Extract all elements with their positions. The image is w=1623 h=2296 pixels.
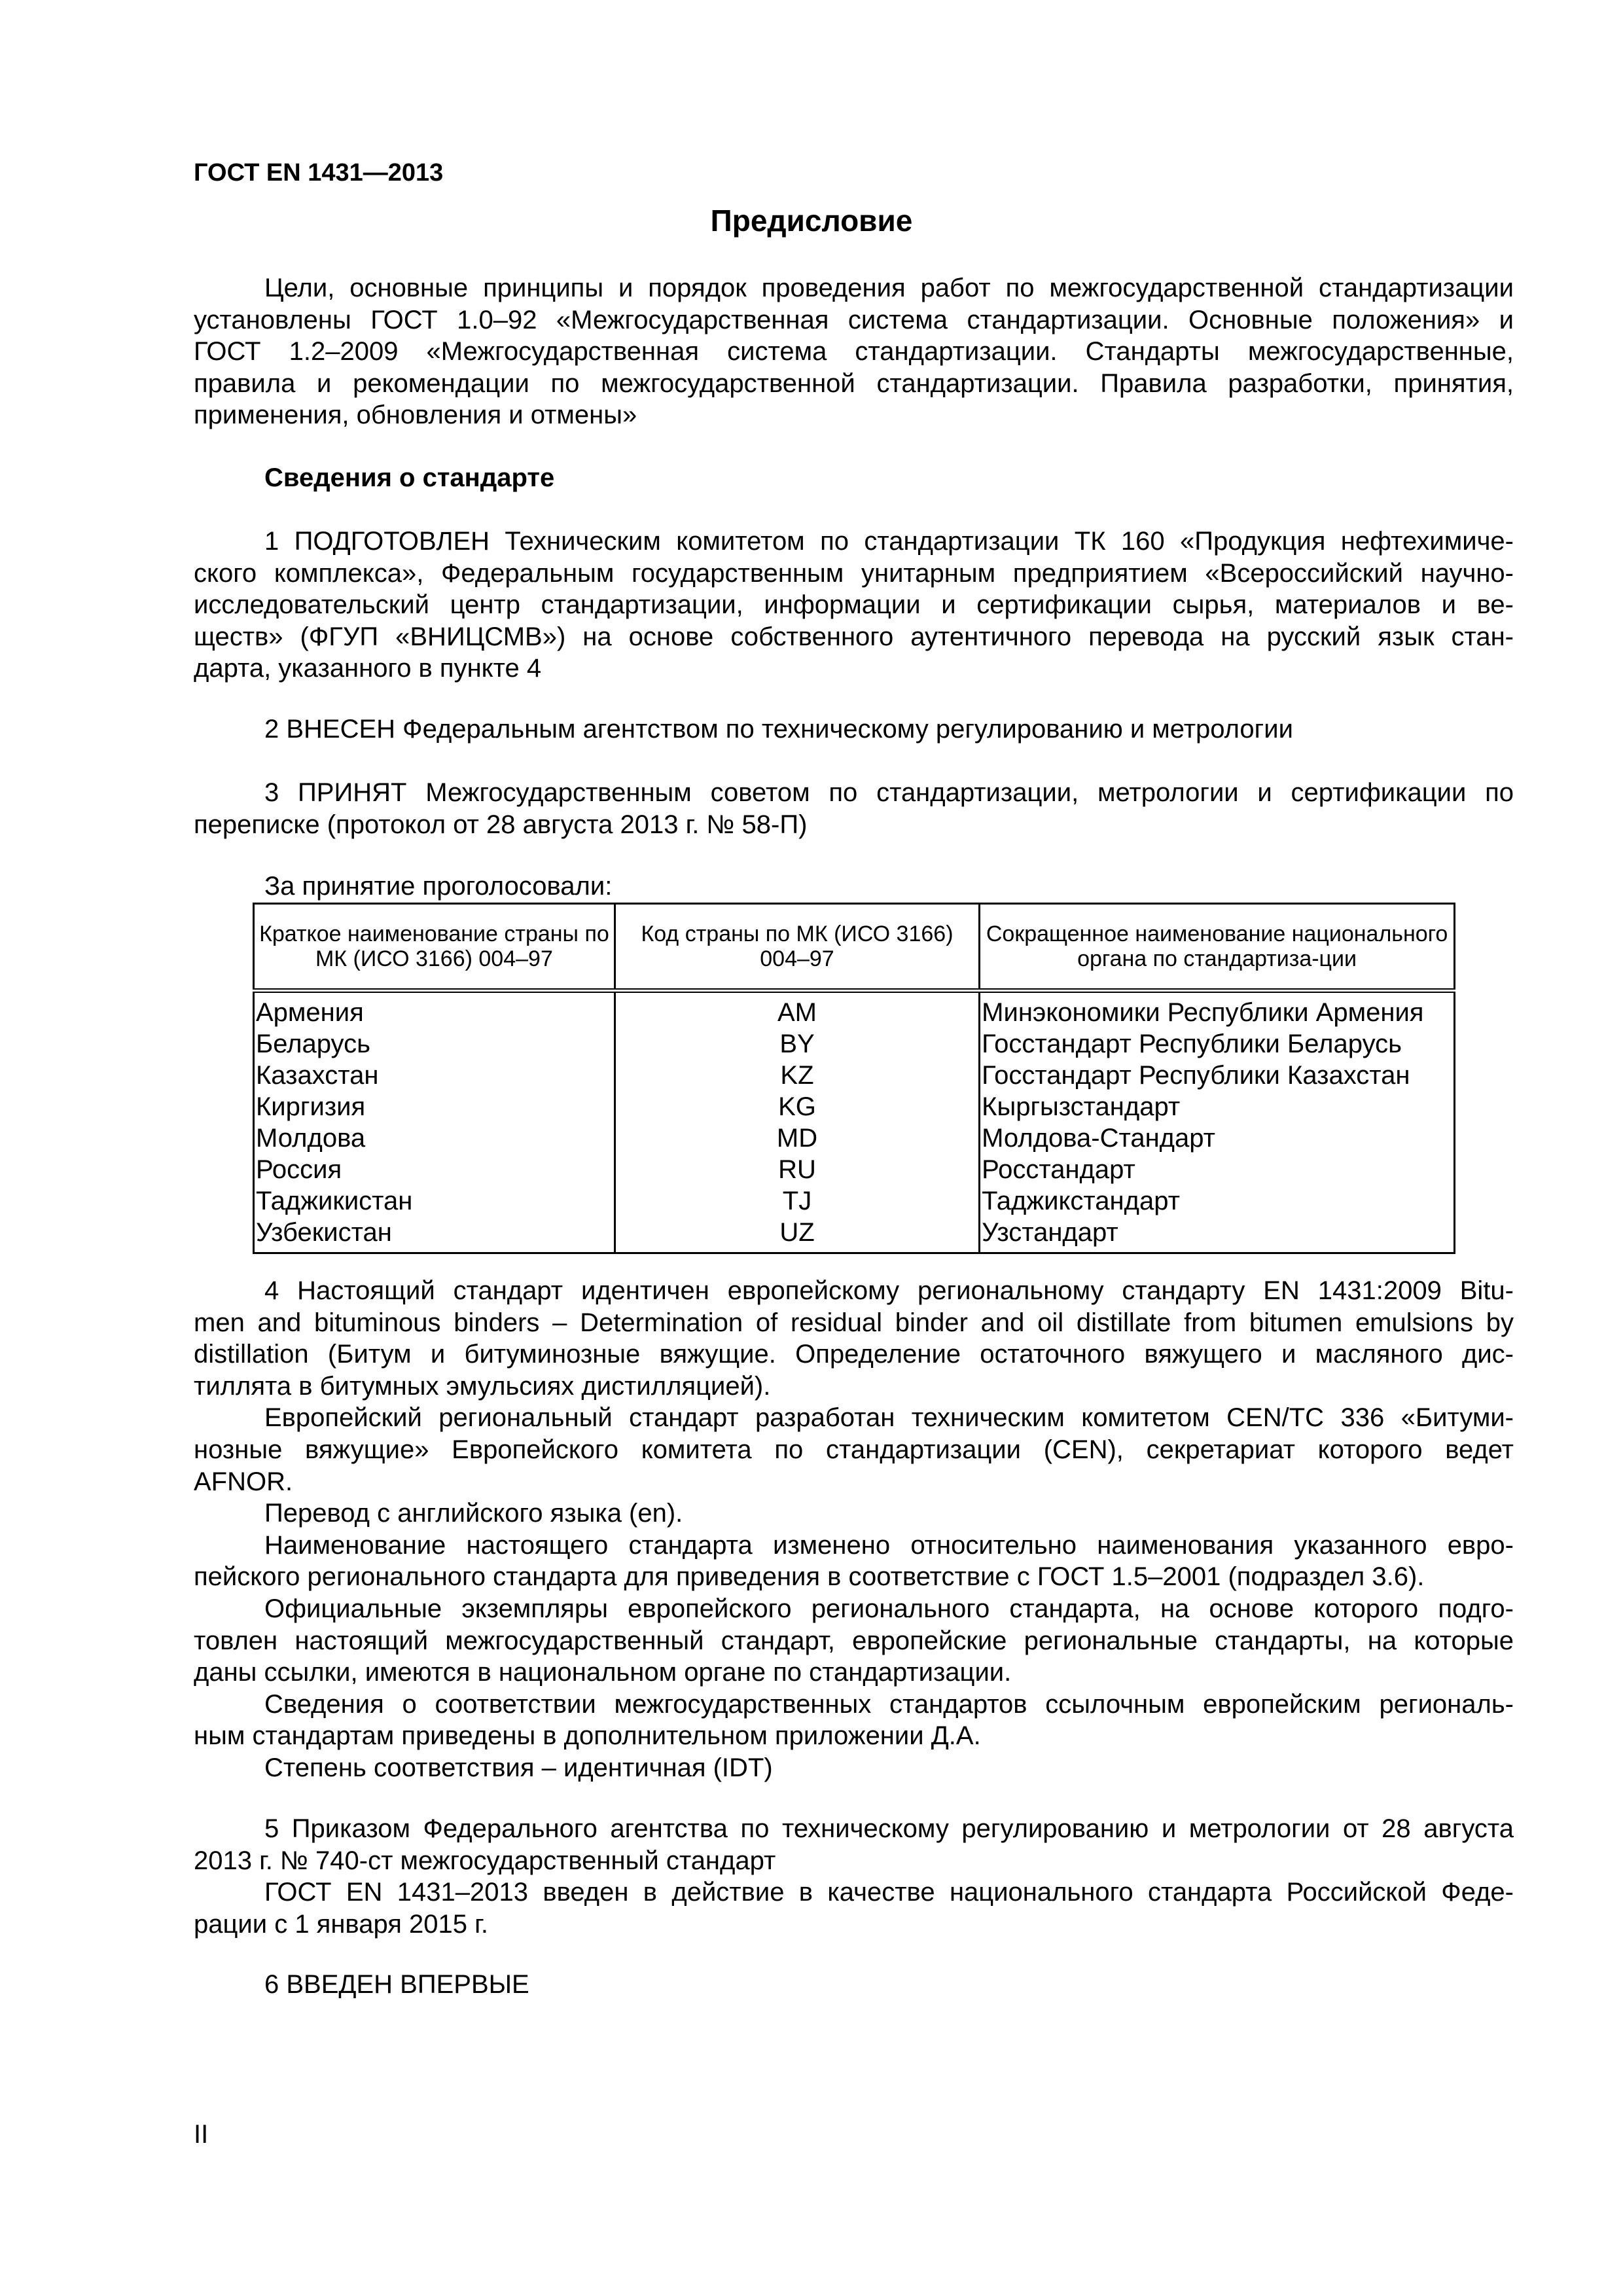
- cell-body: Минэкономики Республики Армения: [980, 991, 1455, 1029]
- item-3-adopted: [194, 777, 1514, 840]
- cell-country: Киргизия: [254, 1091, 615, 1122]
- text-line: нозные вяжущие» Европейского комитета по стандартизации (CEN), секретариат которого ведет: [194, 1435, 1514, 1464]
- section-heading-text: Сведения о стандарте: [264, 463, 555, 492]
- text-line: 4 Настоящий стандарт идентичен европейскому региональному стандарту EN 1431:2009 Bitu-: [264, 1276, 1514, 1305]
- text-line: ным стандартам приведены в дополнительном приложении Д.А.: [194, 1721, 981, 1751]
- cell-country: Таджикистан: [254, 1185, 615, 1217]
- text-line: 2013 г. № 740-ст межгосударственный стандарт: [194, 1846, 776, 1875]
- text-line: переписке (протокол от 28 августа 2013 г. № 58-П): [194, 810, 808, 839]
- table-row: [254, 1091, 1455, 1122]
- text-line: установлены ГОСТ 1.0–92 «Межгосударственная система стандартизации. Основные положения» и: [194, 305, 1514, 334]
- document-code-header: [194, 157, 1514, 189]
- cell-country: Беларусь: [254, 1028, 615, 1060]
- cell-body: Кыргызстандарт: [980, 1091, 1455, 1122]
- cell-code: BY: [615, 1028, 979, 1060]
- item-1-prepared: [194, 526, 1514, 685]
- text-line: ГОСТ EN 1431–2013 введен в действие в качестве национального стандарта Российской Феде-: [264, 1878, 1514, 1907]
- text-line: правила и рекомендации по межгосударственной стандартизации. Правила разработки, принятия,: [194, 368, 1514, 398]
- cell-country: Узбекистан: [254, 1217, 615, 1253]
- cell-body: Госстандарт Республики Казахстан: [980, 1060, 1455, 1091]
- item-2-submitted: [194, 713, 1514, 745]
- column-header-code: Код страны по МК (ИСО 3166) 004–97: [615, 904, 979, 991]
- text-line: ГОСТ 1.2–2009 «Межгосударственная система стандартизации. Стандарты межгосударственные,: [194, 337, 1514, 367]
- cell-body: Молдова-Стандарт: [980, 1122, 1455, 1154]
- text-line: AFNOR.: [194, 1467, 293, 1496]
- text-line: 1 ПОДГОТОВЛЕН Техническим комитетом по стандартизации ТК 160 «Продукция нефтехимиче-: [264, 527, 1514, 556]
- cell-body: Госстандарт Республики Беларусь: [980, 1028, 1455, 1060]
- intro-paragraph: [194, 272, 1514, 431]
- cell-country: Казахстан: [254, 1060, 615, 1091]
- text-line: даны ссылки, имеются в национальном органе по стандартизации.: [194, 1658, 1012, 1687]
- table-row: [254, 1154, 1455, 1185]
- text-line: ществ» (ФГУП «ВНИЦСМВ») на основе собственного аутентичного перевода на русский язык стан-: [194, 622, 1514, 651]
- vote-caption: [194, 870, 1514, 902]
- text-line: ского комплекса», Федеральным государственным унитарным предприятием «Всероссийский научно-: [194, 558, 1514, 588]
- vote-caption-text: За принятие проголосовали:: [264, 872, 613, 901]
- table-row: [254, 1122, 1455, 1154]
- item-4-identity: [194, 1275, 1514, 1784]
- text-line: Наименование настоящего стандарта изменено относительно наименования указанного евро-: [264, 1530, 1514, 1560]
- item-6-introduced: [194, 1969, 1514, 2001]
- cell-code: TJ: [615, 1185, 979, 1217]
- text-line: рации с 1 января 2015 г.: [194, 1909, 488, 1939]
- text-line: тиллята в битумных эмульсиях дистилляцией).: [194, 1371, 771, 1401]
- text-line: Официальные экземпляры европейского регионального стандарта, на основе которого подго-: [264, 1594, 1514, 1623]
- table-row: [254, 991, 1455, 1029]
- cell-code: KG: [615, 1091, 979, 1122]
- cell-code: KZ: [615, 1060, 979, 1091]
- vote-table: [253, 903, 1455, 1254]
- text-line: Степень соответствия – идентичная (IDT): [264, 1753, 773, 1782]
- page-number-text: II: [194, 2120, 209, 2149]
- cell-code: AM: [615, 991, 979, 1029]
- item-5-order: [194, 1813, 1514, 1940]
- text-line: 3 ПРИНЯТ Межгосударственным советом по стандартизации, метрологии и сертификации по: [264, 778, 1514, 807]
- table-row: [254, 1217, 1455, 1253]
- text-line: исследовательский центр стандартизации, информации и сертификации сырья, материалов и ве-: [194, 590, 1514, 620]
- doc-code: ГОСТ EN 1431—2013: [194, 159, 444, 187]
- cell-code: MD: [615, 1122, 979, 1154]
- text-line: Цели, основные принципы и порядок проведения работ по межгосударственной стандартизации: [264, 274, 1514, 302]
- text-line: пейского регионального стандарта для приведения в соответствие с ГОСТ 1.5–2001 (подраздел 3.6).: [194, 1562, 1425, 1592]
- table-row: [254, 1060, 1455, 1091]
- text-line: Сведения о соответствии межгосударственных стандартов ссылочным европейским региональ-: [264, 1689, 1514, 1719]
- page-number: [194, 2119, 1514, 2151]
- text-line: применения, обновления и отмены»: [194, 401, 637, 430]
- cell-body: Узстандарт: [980, 1217, 1455, 1253]
- text-line: товлен настоящий межгосударственный стандарт, европейские региональные стандарты, на которые: [194, 1626, 1514, 1655]
- table-row: [254, 1028, 1455, 1060]
- table-row: [254, 1185, 1455, 1217]
- cell-country: Молдова: [254, 1122, 615, 1154]
- text-line: Европейский региональный стандарт разработан техническим комитетом CEN/TC 336 «Битуми-: [264, 1403, 1514, 1433]
- cell-body: Таджикстандарт: [980, 1185, 1455, 1217]
- text-line: distillation (Битум и битуминозные вяжущие. Определение остаточного вяжущего и масляного дис-: [194, 1340, 1514, 1369]
- page-title: Предисловие: [710, 204, 913, 238]
- cell-country: Армения: [254, 991, 615, 1029]
- text-line: 6 ВВЕДЕН ВПЕРВЫЕ: [264, 1970, 529, 1999]
- text-line: дарта, указанного в пункте 4: [194, 654, 542, 683]
- cell-body: Росстандарт: [980, 1154, 1455, 1185]
- text-line: 5 Приказом Федерального агентства по техническому регулированию и метрологии от 28 августа: [264, 1814, 1514, 1843]
- text-line: Перевод с английского языка (en).: [264, 1499, 683, 1528]
- column-header-body: Сокращенное наименование национального органа по стандартиза-ции: [980, 904, 1455, 991]
- cell-country: Россия: [254, 1154, 615, 1185]
- cell-code: UZ: [615, 1217, 979, 1253]
- cell-code: RU: [615, 1154, 979, 1185]
- text-line: men and bituminous binders – Determination of residual binder and oil distillate from bitumen emulsions by: [194, 1308, 1514, 1337]
- section-heading: [194, 462, 1514, 494]
- text-line: 2 ВНЕСЕН Федеральным агентством по техническому регулированию и метрологии: [264, 715, 1293, 744]
- column-header-country: Краткое наименование страны по МК (ИСО 3166) 004–97: [254, 904, 615, 991]
